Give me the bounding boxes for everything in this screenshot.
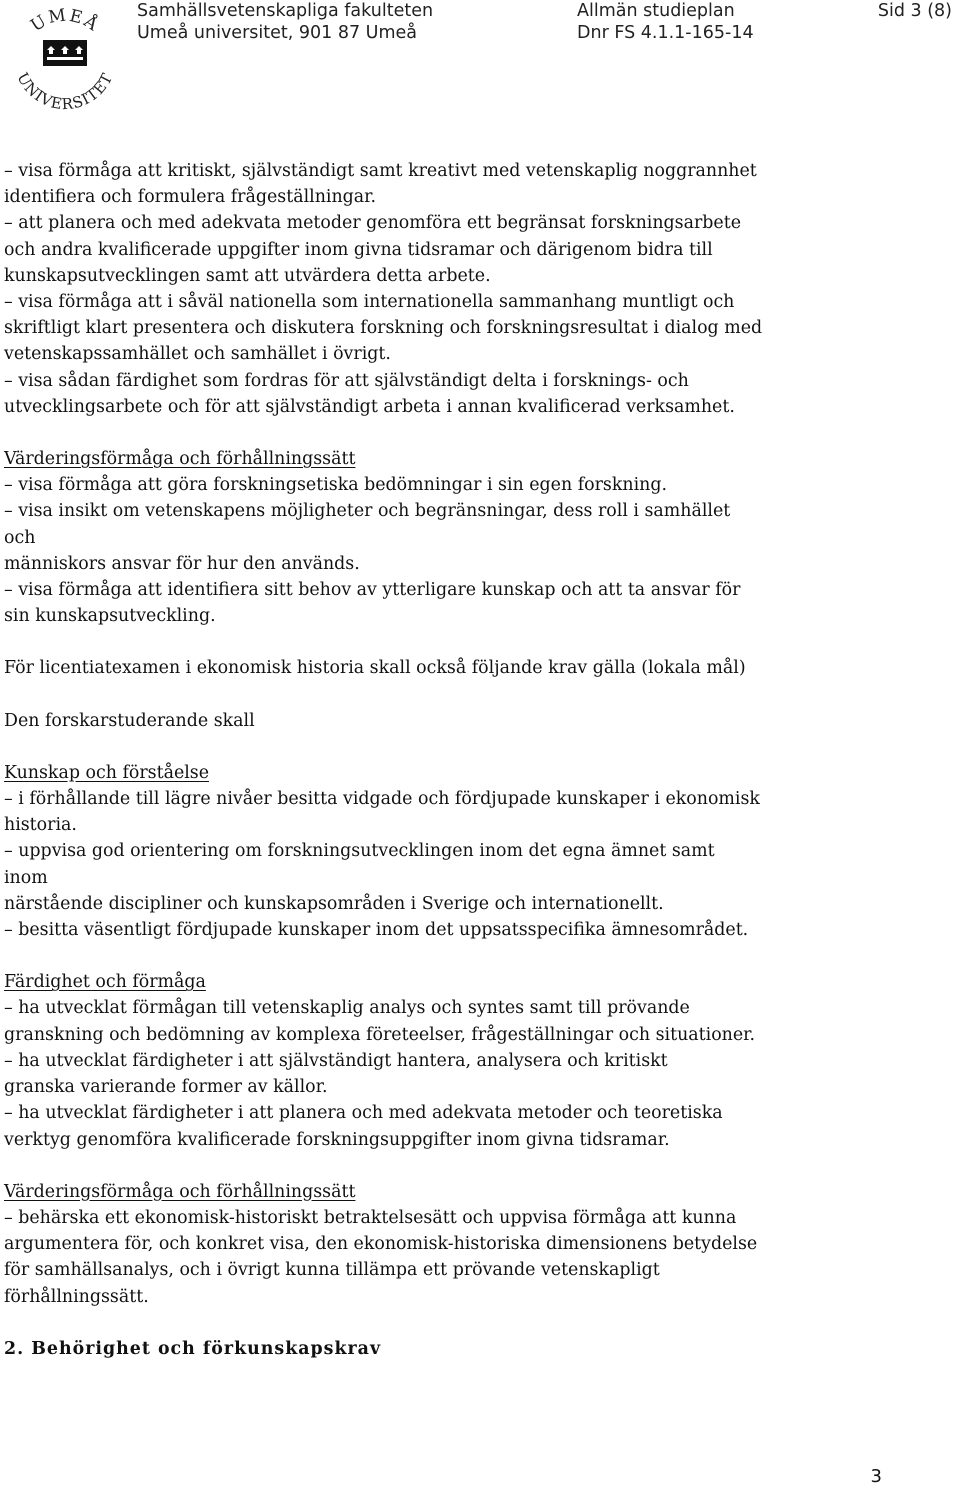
- page-number: 3: [870, 1466, 882, 1487]
- body-line: – i förhållande till lägre nivåer besitta vidgade och fördjupade kunskaper i ekonomisk: [4, 789, 760, 810]
- body-line: skriftligt klart presentera och diskutera forskning och forskningsresultat i dialog med: [4, 318, 763, 339]
- logo-text-top: UMEÅ: [27, 5, 103, 37]
- section-heading: Värderingsförmåga och förhållningssätt: [4, 1181, 356, 1202]
- body-line: vetenskapssamhället och samhället i övrigt.: [4, 344, 391, 365]
- page-label: Sid 3 (8): [877, 1, 952, 21]
- document-body: [4, 158, 954, 1362]
- page-header: [0, 0, 960, 125]
- section-heading: Kunskap och förståelse: [4, 762, 210, 783]
- body-line: – visa insikt om vetenskapens möjligheter och begränsningar, dess roll i samhället: [4, 501, 731, 522]
- faculty-name: Samhällsvetenskapliga fakulteten: [137, 1, 434, 21]
- body-line: inom: [4, 867, 48, 888]
- body-line: – behärska ett ekonomisk-historiskt betraktelsesätt och uppvisa förmåga att kunna: [4, 1207, 737, 1228]
- body-line: granska varierande former av källor.: [4, 1077, 328, 1098]
- svg-text:UMEÅ: [27, 5, 103, 36]
- registration-number: Dnr FS 4.1.1-165-14: [577, 23, 754, 43]
- body-line: – ha utvecklat färdigheter i att planera och med adekvata metoder och teoretiska: [4, 1103, 723, 1124]
- body-line: sin kunskapsutveckling.: [4, 606, 216, 627]
- body-line: historia.: [4, 815, 77, 836]
- body-line: – besitta väsentligt fördjupade kunskaper inom det uppsatsspecifika ämnesområdet.: [4, 920, 749, 941]
- body-line: – visa förmåga att i såväl nationella som internationella sammanhang muntligt och: [4, 292, 735, 313]
- logo-text-bottom: UNIVERSITET: [13, 69, 117, 114]
- section-heading: Värderingsförmåga och förhållningssätt: [4, 449, 356, 470]
- body-line: – att planera och med adekvata metoder genomföra ett begränsat forskningsarbete: [4, 213, 741, 234]
- body-line: och andra kvalificerade uppgifter inom givna tidsramar och därigenom bidra till: [4, 239, 713, 260]
- document-type: Allmän studieplan: [577, 1, 735, 21]
- body-line: – visa förmåga att göra forskningsetiska bedömningar i sin egen forskning.: [4, 475, 668, 496]
- body-line: för samhällsanalys, och i övrigt kunna tillämpa ett prövande vetenskapligt: [4, 1260, 660, 1281]
- body-line: granskning och bedömning av komplexa företeelser, frågeställningar och situationer.: [4, 1024, 756, 1045]
- body-line: människors ansvar för hur den används.: [4, 553, 360, 574]
- body-line: kunskapsutvecklingen samt att utvärdera detta arbete.: [4, 265, 491, 286]
- body-line: och: [4, 527, 36, 548]
- student-intro: Den forskarstuderande skall: [4, 710, 255, 731]
- section-heading: Färdighet och förmåga: [4, 972, 206, 993]
- body-line: utvecklingsarbete och för att självständigt arbeta i annan kvalificerad verksamhet.: [4, 396, 735, 417]
- body-line: närstående discipliner och kunskapsområden i Sverige och internationellt.: [4, 893, 664, 914]
- body-line: – visa sådan färdighet som fordras för att självständigt delta i forsknings- och: [4, 370, 689, 391]
- svg-text:UNIVERSITET: [13, 70, 116, 114]
- body-line: verktyg genomföra kvalificerade forskningsuppgifter inom givna tidsramar.: [4, 1129, 670, 1150]
- umea-university-seal: [4, 0, 126, 122]
- university-address: Umeå universitet, 901 87 Umeå: [137, 23, 418, 43]
- body-line: förhållningssätt.: [4, 1286, 149, 1307]
- next-section-heading: 2. Behörighet och förkunskapskrav: [4, 1338, 382, 1359]
- local-goals-intro: För licentiatexamen i ekonomisk historia skall också följande krav gälla (lokala mål): [4, 658, 746, 679]
- body-line: identifiera och formulera frågeställningar.: [4, 187, 377, 208]
- body-line: – ha utvecklat färdigheter i att självständigt hantera, analysera och kritiskt: [4, 1050, 668, 1071]
- body-line: – visa förmåga att kritiskt, självständigt samt kreativt med vetenskaplig noggrannhet: [4, 161, 757, 181]
- body-line: – ha utvecklat förmågan till vetenskaplig analys och syntes samt till prövande: [4, 998, 690, 1019]
- body-line: – uppvisa god orientering om forskningsutvecklingen inom det egna ämnet samt: [4, 841, 715, 862]
- body-line: – visa förmåga att identifiera sitt behov av ytterligare kunskap och att ta ansvar för: [4, 580, 741, 601]
- body-line: argumentera för, och konkret visa, den ekonomisk-historiska dimensionens betydelse: [4, 1234, 758, 1255]
